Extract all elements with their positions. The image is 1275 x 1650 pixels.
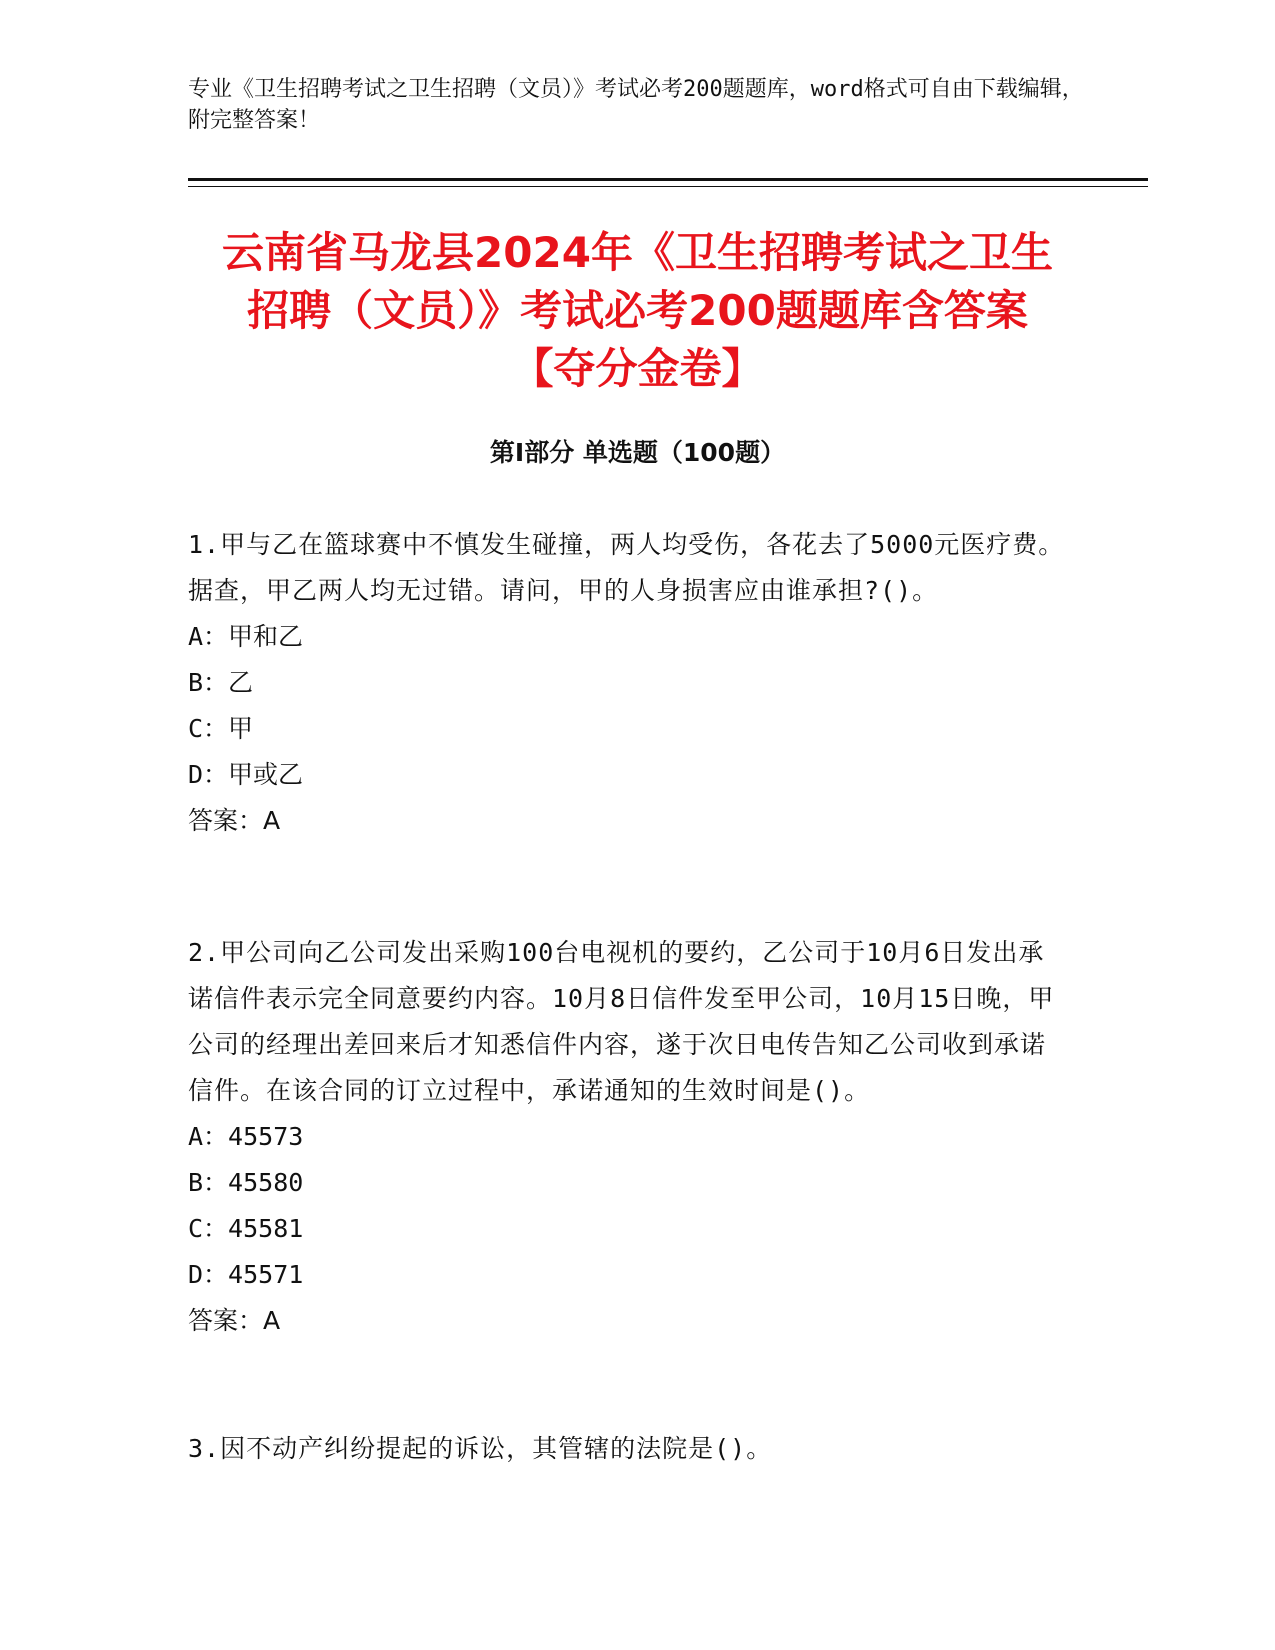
question-1 [188,522,1068,844]
option-c: C：45581 [188,1214,304,1243]
option-a: A：甲和乙 [188,622,304,651]
title-line-1: 云南省马龙县2024年《卫生招聘考试之卫生 [222,228,1053,277]
header-note: 专业《卫生招聘考试之卫生招聘（文员）》考试必考200题题库，word格式可自由下载编辑，附完整答案！ [188,77,1084,133]
header-rule-thick [188,178,1148,181]
answer: 答案：A [188,1306,281,1335]
option-b: B：乙 [188,668,254,697]
question-stem: 1.甲与乙在篮球赛中不慎发生碰撞，两人均受伤，各花去了5000元医疗费。据查，甲乙两人均无过错。请问，甲的人身损害应由谁承担?()。 [188,530,1065,605]
option-b: B：45580 [188,1168,304,1197]
question-stem: 3.因不动产纠纷提起的诉讼，其管辖的法院是()。 [188,1434,773,1463]
question-3 [188,1426,1068,1472]
option-a: A：45573 [188,1122,304,1151]
option-d: D：甲或乙 [188,760,304,789]
option-c: C：甲 [188,714,254,743]
answer: 答案：A [188,806,281,835]
header-rule-thin [188,186,1148,187]
question-stem: 2.甲公司向乙公司发出采购100台电视机的要约，乙公司于10月6日发出承诺信件表示完全同意要约内容。10月8日信件发至甲公司，10月15日晚，甲公司的经理出差回来后才知悉信件内容，遂于次日电传告知乙公司收到承诺信件。在该合同的订立过程中，承诺通知的生效时间是()。 [188,938,1055,1105]
document-title [150,224,1125,398]
option-d: D：45571 [188,1260,304,1289]
title-line-2: 招聘（文员）》考试必考200题题库含答案 [247,286,1028,335]
title-line-3: 【夺分金卷】 [511,344,764,393]
section-title: 第I部分 单选题（100题） [489,438,786,467]
question-2 [188,930,1068,1344]
